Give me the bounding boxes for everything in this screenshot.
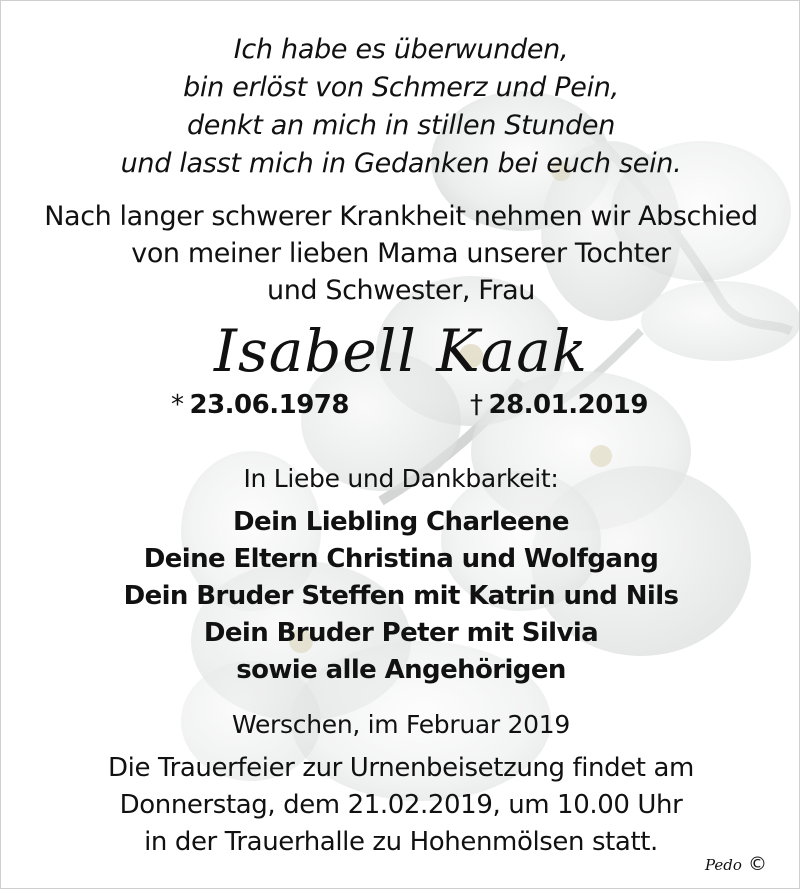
mourner-line: sowie alle Angehörigen [236,655,566,685]
death-date-value: 28.01.2019 [488,390,648,420]
death-date [470,390,648,420]
intro-line: von meiner lieben Mama unserer Tochter [131,238,671,269]
deceased-name: Isabell Kaak [214,317,588,385]
copyright-icon: © [747,853,767,875]
birth-date-value: 23.06.1978 [189,390,349,420]
agency-credit [705,853,767,875]
mourner-line: Dein Bruder Steffen mit Katrin und Nils [123,581,679,611]
mourner-line: Deine Eltern Christina und Wolfgang [143,544,659,574]
birth-date [171,390,349,420]
thanks-heading: In Liebe und Dankbarkeit: [243,464,559,493]
place-date: Werschen, im Februar 2019 [232,710,570,739]
intro-line: und Schwester, Frau [267,275,535,306]
service-line: Die Trauerfeier zur Urnenbeisetzung findet am [108,753,694,783]
service-line: in der Trauerhalle zu Hohenmölsen statt. [144,827,658,857]
agency-signature: Pedo [705,856,742,874]
intro-line: Nach langer schwerer Krankheit nehmen wir Abschied [44,201,758,232]
poem-line: bin erlöst von Schmerz und Pein, [183,72,619,103]
birth-star-icon: * [171,390,184,420]
mourner-line: Dein Liebling Charleene [233,507,569,537]
service-line: Donnerstag, dem 21.02.2019, um 10.00 Uhr [119,790,683,820]
notice-text [1,1,800,889]
poem-line: und lasst mich in Gedanken bei euch sein. [120,148,682,179]
poem-line: denkt an mich in stillen Stunden [186,110,616,141]
death-cross-icon: † [470,390,483,420]
poem-line: Ich habe es überwunden, [233,34,569,65]
mourner-line: Dein Bruder Peter mit Silvia [203,618,599,648]
